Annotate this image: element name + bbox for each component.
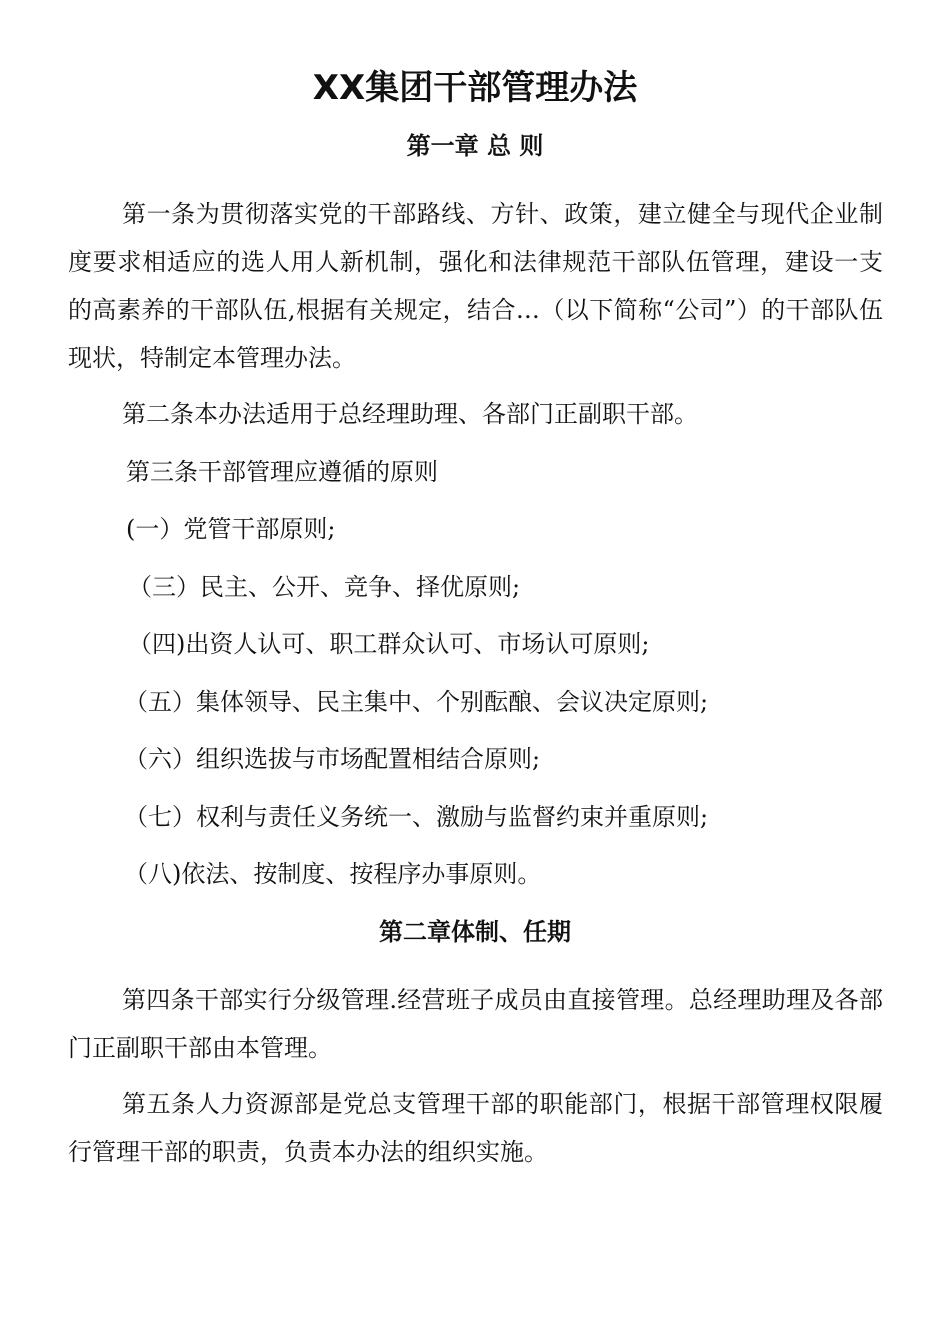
article-5: 第五条人力资源部是党总支管理干部的职能部门，根据干部管理权限履行管理干部的职责，负责本办法的组织实施。 xyxy=(68,1090,883,1166)
article-3: 第三条干部管理应遵循的原则 xyxy=(126,458,438,486)
principle-item: （六）组织选拔与市场配置相结合原则; xyxy=(124,745,541,773)
document-title: XX集团干部管理办法 xyxy=(312,68,638,108)
chapter-1-heading: 第一章 总 则 xyxy=(406,132,544,160)
principle-item: （八)依法、按制度、按程序办事原则。 xyxy=(124,860,542,888)
principle-item: （七）权利与责任义务统一、激励与监督约束并重原则; xyxy=(124,803,709,831)
article-1: 第一条为贯彻落实党的干部路线、方针、政策，建立健全与现代企业制度要求相适应的选人用人新机制，强化和法律规范干部队伍管理，建设一支的高素养的干部队伍,根据有关规定，结合…（以下简称“公司”）的干部队伍现状，特制定本管理办法。 xyxy=(68,200,883,372)
principle-item: （五）集体领导、民主集中、个别酝酿、会议决定原则; xyxy=(124,688,709,716)
principle-item: （四)出资人认可、职工群众认可、市场认可原则; xyxy=(128,630,650,658)
principle-item: (一）党管干部原则; xyxy=(126,515,336,543)
article-2: 第二条本办法适用于总经理助理、各部门正副职干部。 xyxy=(122,400,698,428)
article-4: 第四条干部实行分级管理.经营班子成员由直接管理。总经理助理及各部门正副职干部由本管理。 xyxy=(68,986,883,1062)
principle-item: （三）民主、公开、竞争、择优原则; xyxy=(128,573,521,601)
chapter-2-heading: 第二章体制、任期 xyxy=(379,918,571,946)
